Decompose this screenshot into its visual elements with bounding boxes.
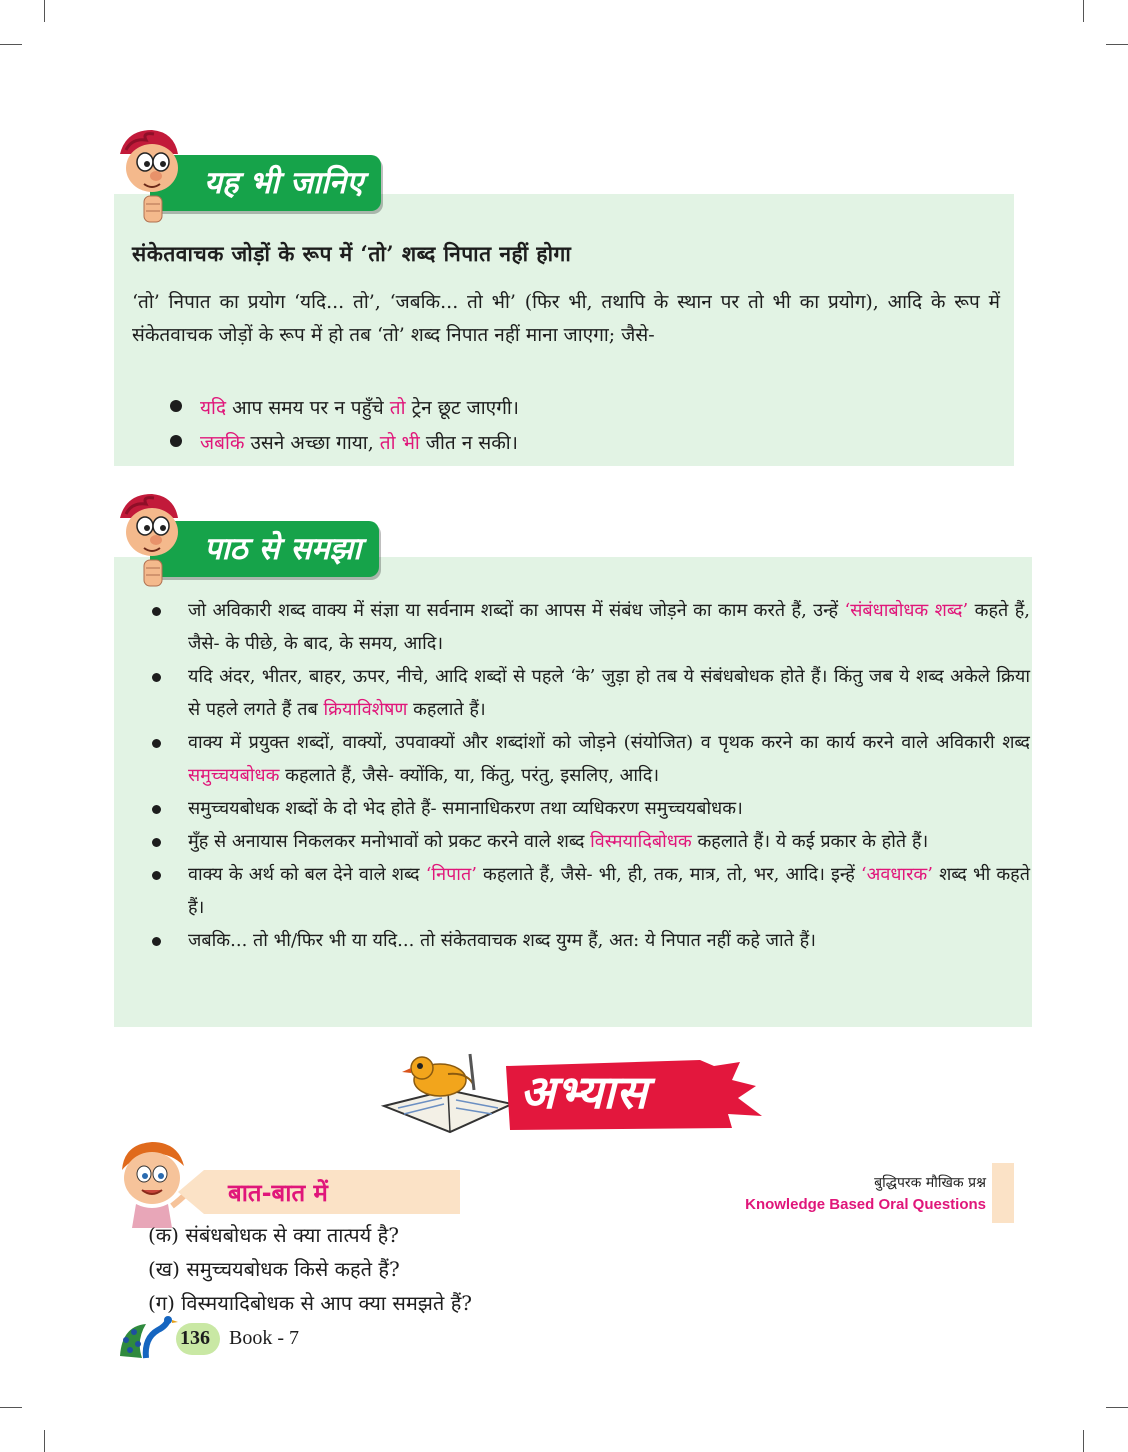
bullet-icon [152,937,161,946]
example-keyword: यदि [200,397,227,419]
know-box-heading: संकेतवाचक जोड़ों के रूप में ‘तो’ शब्द निपात नहीं होगा [132,241,572,266]
bullet-icon [170,435,182,447]
example-keyword: तो भी [379,432,420,454]
bullet-icon [152,871,161,880]
crop-mark [44,0,45,22]
question-2: (ख) समुच्चयबोधक किसे कहते हैं? [148,1257,400,1281]
oral-strip [992,1163,1014,1223]
summary-box-title: पाठ से समझा [150,521,379,577]
page-number: 136 [180,1327,210,1349]
summary-item: यदि अंदर, भीतर, बाहर, ऊपर, नीचे, आदि शब्दों से पहले ‘के’ जुड़ा हो तब ये संबंधबोधक होते हैं। किंतु जब ये शब्द अकेले क्रिया से पहले लगते हैं तब क्रियाविशेषण कहलाते हैं। [148,660,1030,726]
crop-mark [0,44,22,45]
know-box-paragraph: ‘तो’ निपात का प्रयोग ‘यदि... तो’, ‘जबकि... तो भी’ (फिर भी, तथापि के स्थान पर तो भी का प्रयोग), आदि के रूप में संकेतवाचक जोड़ों के रूप में हो तब ‘तो’ शब्द निपात नहीं माना जाएगा; जैसे- [132,291,1000,346]
example-text: आप समय पर न पहुँचे [226,397,390,419]
summary-item: समुच्चयबोधक शब्दों के दो भेद होते हैं- समानाधिकरण तथा व्यधिकरण समुच्चयबोधक। [148,792,1030,825]
bullet-icon [152,739,161,748]
bullet-icon [152,838,161,847]
section-title: बात-बात में [228,1179,328,1207]
exercise-title: अभ्यास [520,1065,648,1119]
crop-mark [1083,0,1084,22]
book-label: Book - 7 [229,1327,299,1349]
crop-mark [1083,1430,1084,1452]
crop-mark [44,1430,45,1452]
question-1: (क) संबंधबोधक से क्या तात्पर्य है? [148,1223,399,1247]
oral-questions-hindi: बुद्धिपरक मौखिक प्रश्न [874,1175,986,1191]
oral-questions-english: Knowledge Based Oral Questions [745,1196,986,1213]
example-line-2 [170,427,518,460]
know-box-title: यह भी जानिए [150,155,381,211]
summary-item: मुँह से अनायास निकलकर मनोभावों को प्रकट करने वाले शब्द विस्मयादिबोधक कहलाते हैं। ये कई प्रकार के होते हैं। [148,825,1030,858]
cartoon-kid-icon [114,1136,196,1228]
bullet-icon [152,607,161,616]
summary-item: वाक्य के अर्थ को बल देने वाले शब्द ‘निपात’ कहलाते हैं, जैसे- भी, ही, तक, मात्र, तो, भर, आदि। इन्हें ‘अवधारक’ शब्द भी कहते हैं। [148,858,1030,924]
example-keyword: तो [389,397,406,419]
crop-mark [0,1407,22,1408]
summary-item: जो अविकारी शब्द वाक्य में संज्ञा या सर्वनाम शब्दों का आपस में संबंध जोड़ने का काम करते हैं, उन्हें ‘संबंधाबोधक शब्द’ कहते हैं, जैसे- के पीछे, के बाद, के समय, आदि। [148,594,1030,660]
example-text: ट्रेन छूट जाएगी। [405,397,520,419]
summary-item: वाक्य में प्रयुक्त शब्दों, वाक्यों, उपवाक्यों और शब्दांशों को जोड़ने (संयोजित) व पृथक करने का कार्य करने वाले अविकारी शब्द समुच्चयबोधक कहलाते हैं, जैसे- क्योंकि, या, किंतु, परंतु, इसलिए, आदि। [148,726,1030,792]
cartoon-boy-icon [112,488,188,592]
example-text: उसने अच्छा गाया, [244,432,380,454]
bird-writing-icon [378,1046,518,1138]
question-3: (ग) विस्मयादिबोधक से आप क्या समझते हैं? [148,1291,473,1315]
example-text: जीत न सकी। [419,432,518,454]
summary-list [148,594,1030,957]
crop-mark [1106,1407,1128,1408]
bullet-icon [170,400,182,412]
cartoon-boy-icon [112,124,188,228]
bullet-icon [152,805,161,814]
crop-mark [1106,44,1128,45]
example-line-1 [170,392,519,425]
bullet-icon [152,673,161,682]
example-keyword: जबकि [200,432,245,454]
peacock-icon [116,1316,180,1364]
summary-item: जबकि... तो भी/फिर भी या यदि... तो संकेतवाचक शब्द युग्म हैं, अत: ये निपात नहीं कहे जाते हैं। [148,924,1030,957]
